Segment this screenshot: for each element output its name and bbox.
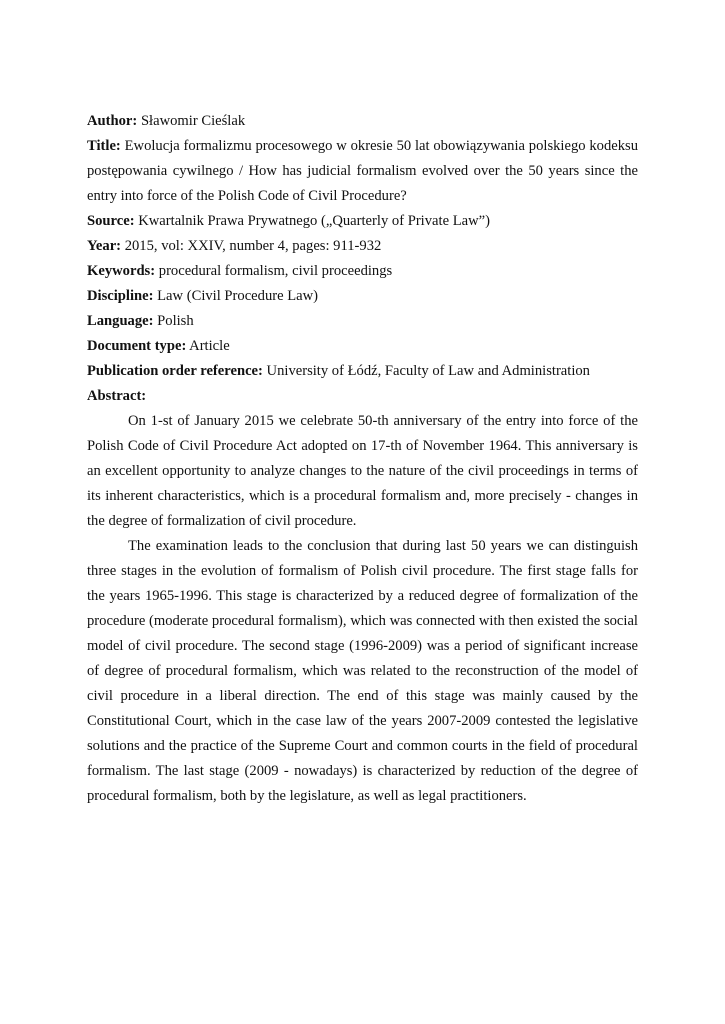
- publication-order-reference-value: University of Łódź, Faculty of Law and Administration: [266, 363, 590, 379]
- document-type-label: Document type:: [87, 338, 187, 354]
- keywords-label: Keywords:: [87, 263, 156, 279]
- keywords-value: procedural formalism, civil proceedings: [158, 263, 393, 279]
- author-field: [87, 109, 638, 134]
- source-field: [87, 209, 638, 234]
- year-field: [87, 234, 638, 259]
- discipline-value: Law (Civil Procedure Law): [157, 288, 319, 304]
- keywords-field: [87, 259, 638, 284]
- discipline-label: Discipline:: [87, 288, 154, 304]
- discipline-field: [87, 284, 638, 309]
- language-value: Polish: [157, 313, 194, 329]
- source-label: Source:: [87, 213, 135, 229]
- year-value: 2015, vol: XXIV, number 4, pages: 911-932: [124, 238, 382, 254]
- publication-order-reference-field: [87, 359, 638, 384]
- abstract-label: Abstract:: [87, 388, 147, 404]
- author-label: Author:: [87, 113, 138, 129]
- author-value: Sławomir Cieślak: [140, 113, 246, 129]
- abstract-paragraph-2: The examination leads to the conclusion that during last 50 years we can distinguish three stages in the evolution of formalism of Polish civil procedure. The first stage falls for the years 1965-1996. This stage is characterized by a reduced degree of formalization of the procedure (moderate procedural formalism), which was connected with then existed the social model of civil procedure. The second stage (1996-2009) was a period of significant increase of degree of procedural formalism, which was related to the reconstruction of the model of civil procedure in a liberal direction. The end of this stage was mainly caused by the Constitutional Court, which in the case law of the years 2007-2009 contested the legislative solutions and the practice of the Supreme Court and common courts in the field of procedural formalism. The last stage (2009 - nowadays) is characterized by reduction of the degree of procedural formalism, both by the legislature, as well as legal practitioners.: [87, 538, 638, 804]
- source-value: Kwartalnik Prawa Prywatnego („Quarterly of Private Law”): [138, 213, 490, 229]
- document-type-field: [87, 334, 638, 359]
- document-type-value: Article: [189, 338, 230, 354]
- publication-order-reference-label: Publication order reference:: [87, 363, 263, 379]
- language-field: [87, 309, 638, 334]
- title-field: [87, 134, 638, 209]
- language-label: Language:: [87, 313, 154, 329]
- title-label: Title:: [87, 138, 121, 154]
- abstract-paragraph-1: On 1-st of January 2015 we celebrate 50-th anniversary of the entry into force of the Polish Code of Civil Procedure Act adopted on 17-th of November 1964. This anniversary is an excellent opportunity to analyze changes to the nature of the civil proceedings in terms of its inherent characteristics, which is a procedural formalism and, more precisely - changes in the degree of formalization of civil procedure.: [87, 413, 638, 529]
- year-label: Year:: [87, 238, 122, 254]
- title-value: Ewolucja formalizmu procesowego w okresie 50 lat obowiązywania polskiego kodeksu postępowania cywilnego / How has judicial formalism evolved over the 50 years since the entry into force of the Polish Code of Civil Procedure?: [87, 138, 638, 204]
- document-page: [87, 109, 638, 809]
